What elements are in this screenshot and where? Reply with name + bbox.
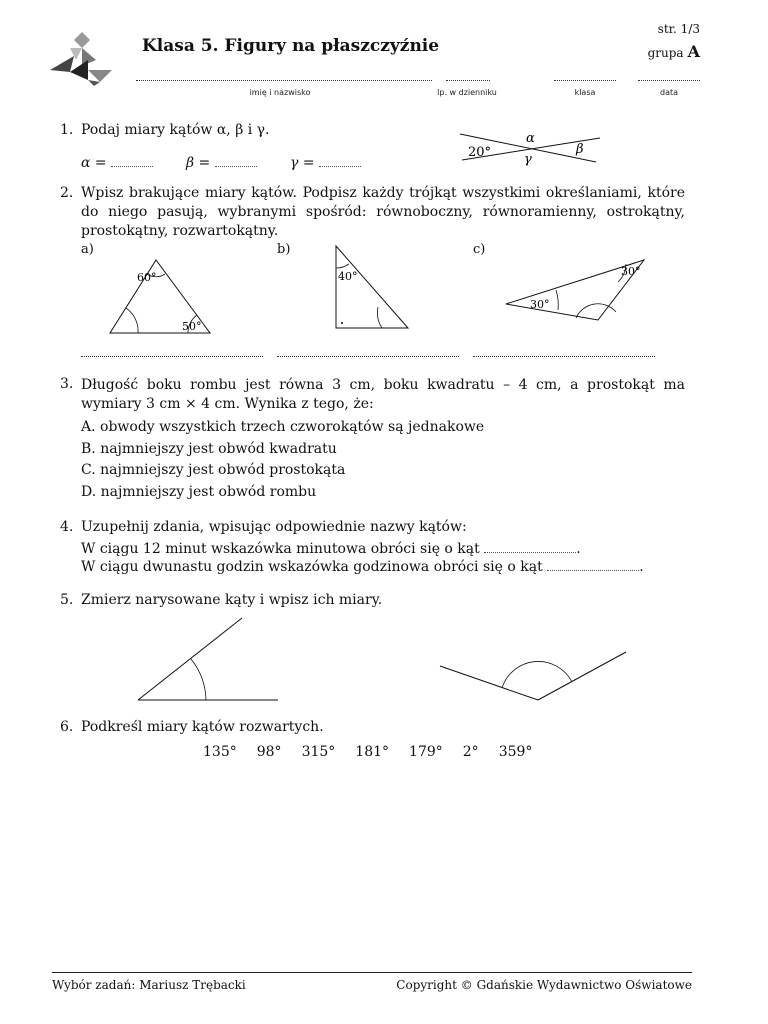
q1-label-20: 20° (468, 145, 492, 160)
q3-option-d[interactable]: D. najmniejszy jest obwód rombu (81, 484, 317, 500)
q2-label-b: b) (277, 242, 291, 257)
beta-input[interactable] (215, 154, 257, 167)
q6-value[interactable]: 359° (498, 744, 533, 760)
q1-label-beta: β (576, 142, 584, 157)
q6-values (203, 743, 583, 762)
name-field-label: imię i nazwisko (249, 88, 311, 97)
q6-number: 6. (60, 719, 74, 735)
q1-alpha-answer: α = (81, 154, 153, 173)
q6-value[interactable]: 179° (409, 744, 443, 760)
q5-text: Zmierz narysowane kąty i wpisz ich miary. (81, 592, 383, 608)
q2a-angle-50: 50° (182, 320, 202, 333)
q1-gamma-answer: γ = (290, 154, 361, 173)
q6-text: Podkreśl miary kątów rozwartych. (81, 719, 324, 735)
q1-intersecting-lines-figure (456, 126, 606, 170)
class-number-field[interactable] (446, 78, 490, 81)
q2a-angle-60: 60° (137, 271, 157, 284)
q4-answer1[interactable] (484, 540, 576, 553)
group-indicator (648, 42, 700, 61)
q6-value[interactable]: 135° (203, 744, 237, 760)
q4-line2: W ciągu dwunastu godzin wskazówka godzinowa obróci się o kąt . (81, 559, 644, 575)
q5-acute-angle-figure (134, 614, 284, 706)
q6-value[interactable]: 181° (355, 744, 390, 760)
q2c-answer-line[interactable] (473, 354, 655, 357)
q2-triangle-c (500, 252, 652, 324)
q4-line1: W ciągu 12 minut wskazówka minutowa obróci się o kąt . (81, 541, 581, 557)
date-label: data (659, 88, 679, 97)
q6-value[interactable]: 98° (256, 744, 282, 760)
alpha-input[interactable] (111, 154, 153, 167)
q5-number: 5. (60, 592, 74, 608)
q3-number: 3. (60, 376, 74, 392)
q2a-answer-line[interactable] (81, 354, 263, 357)
q2-label-a: a) (81, 242, 94, 257)
page-number: str. 1/3 (657, 22, 700, 36)
q4-number: 4. (60, 519, 74, 535)
footer-divider (52, 972, 692, 973)
footer-copyright: Copyright © Gdańskie Wydawnictwo Oświatowe (396, 978, 692, 992)
q2c-angle-30-left: 30° (530, 298, 550, 311)
group-value: A (687, 42, 700, 61)
q3-option-b[interactable]: B. najmniejszy jest obwód kwadratu (81, 441, 337, 457)
date-field[interactable] (638, 78, 700, 81)
publisher-logo (48, 30, 116, 88)
q2-label-c: c) (473, 242, 486, 257)
q1-text: Podaj miary kątów α, β i γ. (81, 122, 270, 138)
q2c-angle-30-right: 30° (621, 265, 641, 278)
q2-triangle-a (100, 250, 220, 340)
q4-answer2[interactable] (547, 558, 639, 571)
name-field[interactable] (136, 78, 432, 81)
q3-option-a[interactable]: A. obwody wszystkich trzech czworokątów są jednakowe (81, 419, 485, 435)
class-number-label: lp. w dzienniku (437, 88, 497, 97)
page-title: Klasa 5. Figury na płaszczyźnie (142, 36, 440, 56)
q2-number: 2. (60, 185, 74, 201)
class-field[interactable] (554, 78, 616, 81)
q2-text: Wpisz brakujące miary kątów. Podpisz każdy trójkąt wszystkimi określaniami, które do niego pasują, wybranymi spośród: równoboczny, równoramienny, ostrokątny, prostokątny, rozwartokątny. (81, 185, 685, 239)
class-label: klasa (574, 88, 596, 97)
group-label: grupa (647, 46, 684, 60)
q1-beta-answer: β = (186, 154, 257, 173)
q6-value[interactable]: 2° (462, 744, 479, 760)
q2-triangle-b (330, 242, 414, 334)
q3-option-c[interactable]: C. najmniejszy jest obwód prostokąta (81, 462, 346, 478)
q1-label-gamma: γ (524, 152, 532, 167)
q5-obtuse-angle-figure (436, 648, 632, 704)
q2b-answer-line[interactable] (277, 354, 459, 357)
footer-author: Wybór zadań: Mariusz Trębacki (52, 978, 246, 992)
gamma-input[interactable] (319, 154, 361, 167)
q2b-angle-40: 40° (338, 270, 358, 283)
q6-value[interactable]: 315° (301, 744, 336, 760)
q3-text: Długość boku rombu jest równa 3 cm, boku kwadratu – 4 cm, a prostokąt ma wymiary 3 cm × 4 cm. Wynika z tego, że: (81, 377, 685, 412)
q1-number: 1. (60, 122, 74, 138)
q1-label-alpha: α (526, 131, 535, 146)
q4-text: Uzupełnij zdania, wpisując odpowiednie nazwy kątów: (81, 519, 467, 535)
